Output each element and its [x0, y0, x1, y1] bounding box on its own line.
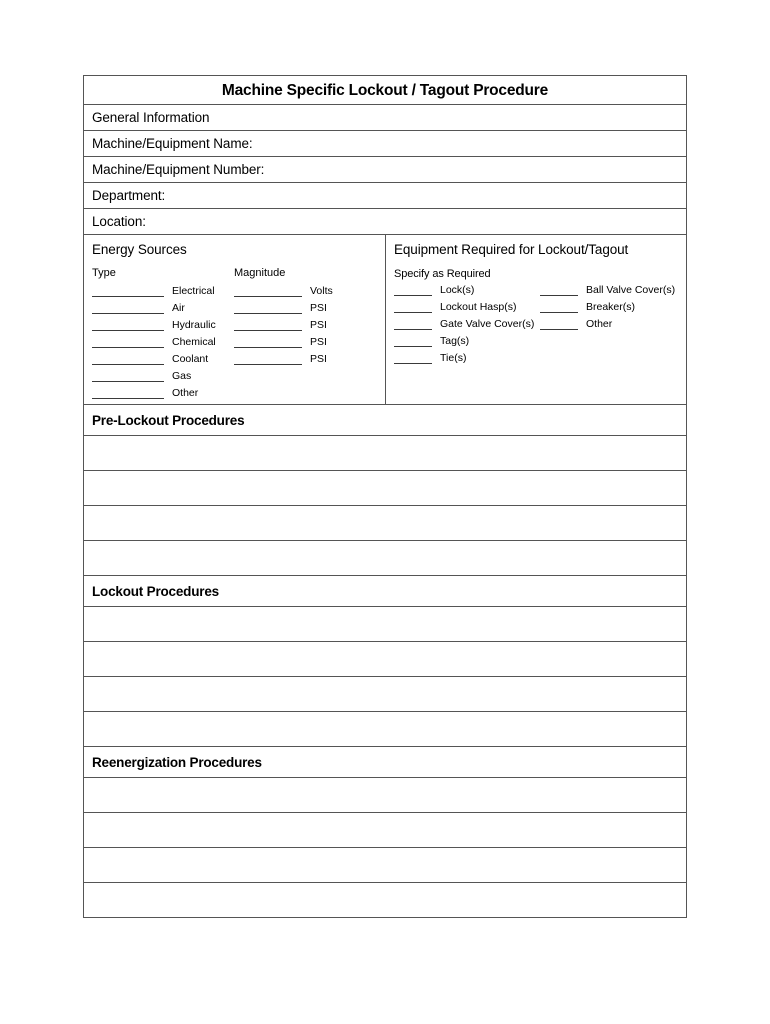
equipment-input-other[interactable] [540, 329, 578, 330]
equipment-required-grid [394, 283, 686, 403]
pre-lockout-entry-row[interactable] [84, 506, 686, 541]
equipment-label-lock: Lock(s) [440, 284, 475, 296]
energy-magnitude-unit-4: PSI [310, 336, 327, 348]
energy-magnitude-input-3[interactable] [234, 330, 302, 331]
lockout-tagout-form [83, 75, 687, 918]
equipment-input-gate-valve-cover[interactable] [394, 329, 432, 330]
energy-magnitude-unit-2: PSI [310, 302, 327, 314]
energy-type-label-electrical: Electrical [172, 285, 215, 297]
equipment-label-tie: Tie(s) [440, 352, 467, 364]
energy-sources-title: Energy Sources [92, 242, 187, 257]
energy-magnitude-input-4[interactable] [234, 347, 302, 348]
equipment-input-ball-valve-cover[interactable] [540, 295, 578, 296]
section-heading-pre-lockout: Pre-Lockout Procedures [84, 405, 686, 436]
pre-lockout-entry-row[interactable] [84, 436, 686, 471]
energy-type-input-6[interactable] [92, 381, 164, 382]
energy-type-label-coolant: Coolant [172, 353, 209, 365]
lockout-entry-row[interactable] [84, 607, 686, 642]
field-department[interactable]: Department: [84, 183, 686, 209]
equipment-input-lock[interactable] [394, 295, 432, 296]
general-information-heading: General Information [84, 105, 686, 131]
energy-type-input-1[interactable] [92, 296, 164, 297]
lockout-entry-row[interactable] [84, 677, 686, 712]
pre-lockout-entry-row[interactable] [84, 541, 686, 576]
equipment-input-tag[interactable] [394, 346, 432, 347]
energy-magnitude-unit-1: Volts [310, 285, 333, 297]
field-location[interactable]: Location: [84, 209, 686, 235]
equipment-label-tag: Tag(s) [440, 335, 470, 347]
equipment-input-tie[interactable] [394, 363, 432, 364]
lockout-entry-row[interactable] [84, 642, 686, 677]
reenergization-entry-row[interactable] [84, 848, 686, 883]
section-heading-reenergization: Reenergization Procedures [84, 747, 686, 778]
equipment-label-breaker: Breaker(s) [586, 301, 636, 313]
reenergization-entry-row[interactable] [84, 883, 686, 917]
section-heading-lockout: Lockout Procedures [84, 576, 686, 607]
reenergization-entry-row[interactable] [84, 778, 686, 813]
energy-type-label-other: Other [172, 387, 199, 399]
equipment-input-lockout-hasp[interactable] [394, 312, 432, 313]
energy-type-label-gas: Gas [172, 370, 192, 382]
page-title: Machine Specific Lockout / Tagout Procedure [84, 76, 686, 105]
energy-type-input-4[interactable] [92, 347, 164, 348]
field-machine-equipment-name[interactable]: Machine/Equipment Name: [84, 131, 686, 157]
energy-type-input-5[interactable] [92, 364, 164, 365]
energy-sources-panel [84, 235, 386, 404]
specify-as-required-label: Specify as Required [394, 268, 491, 280]
equipment-label-other: Other [586, 318, 613, 330]
energy-magnitude-input-2[interactable] [234, 313, 302, 314]
energy-type-label-chemical: Chemical [172, 336, 216, 348]
equipment-input-breaker[interactable] [540, 312, 578, 313]
equipment-label-lockout-hasp: Lockout Hasp(s) [440, 301, 517, 313]
column-header-type: Type [92, 267, 116, 279]
reenergization-entry-row[interactable] [84, 813, 686, 848]
energy-type-label-hydraulic: Hydraulic [172, 319, 216, 331]
equipment-label-ball-valve-cover: Ball Valve Cover(s) [586, 284, 676, 296]
energy-sources-grid [92, 284, 385, 404]
column-header-magnitude: Magnitude [234, 267, 286, 279]
energy-magnitude-unit-3: PSI [310, 319, 327, 331]
equipment-required-title: Equipment Required for Lockout/Tagout [394, 242, 629, 257]
energy-magnitude-input-1[interactable] [234, 296, 302, 297]
energy-sources-column-headers [92, 267, 385, 283]
pre-lockout-entry-row[interactable] [84, 471, 686, 506]
field-machine-equipment-number[interactable]: Machine/Equipment Number: [84, 157, 686, 183]
energy-type-input-7[interactable] [92, 398, 164, 399]
energy-magnitude-unit-5: PSI [310, 353, 327, 365]
energy-type-input-3[interactable] [92, 330, 164, 331]
equipment-label-gate-valve-cover: Gate Valve Cover(s) [440, 318, 535, 330]
panels-row [84, 235, 686, 405]
energy-magnitude-input-5[interactable] [234, 364, 302, 365]
equipment-required-panel [386, 235, 686, 404]
energy-type-label-air: Air [172, 302, 185, 314]
energy-type-input-2[interactable] [92, 313, 164, 314]
lockout-entry-row[interactable] [84, 712, 686, 747]
